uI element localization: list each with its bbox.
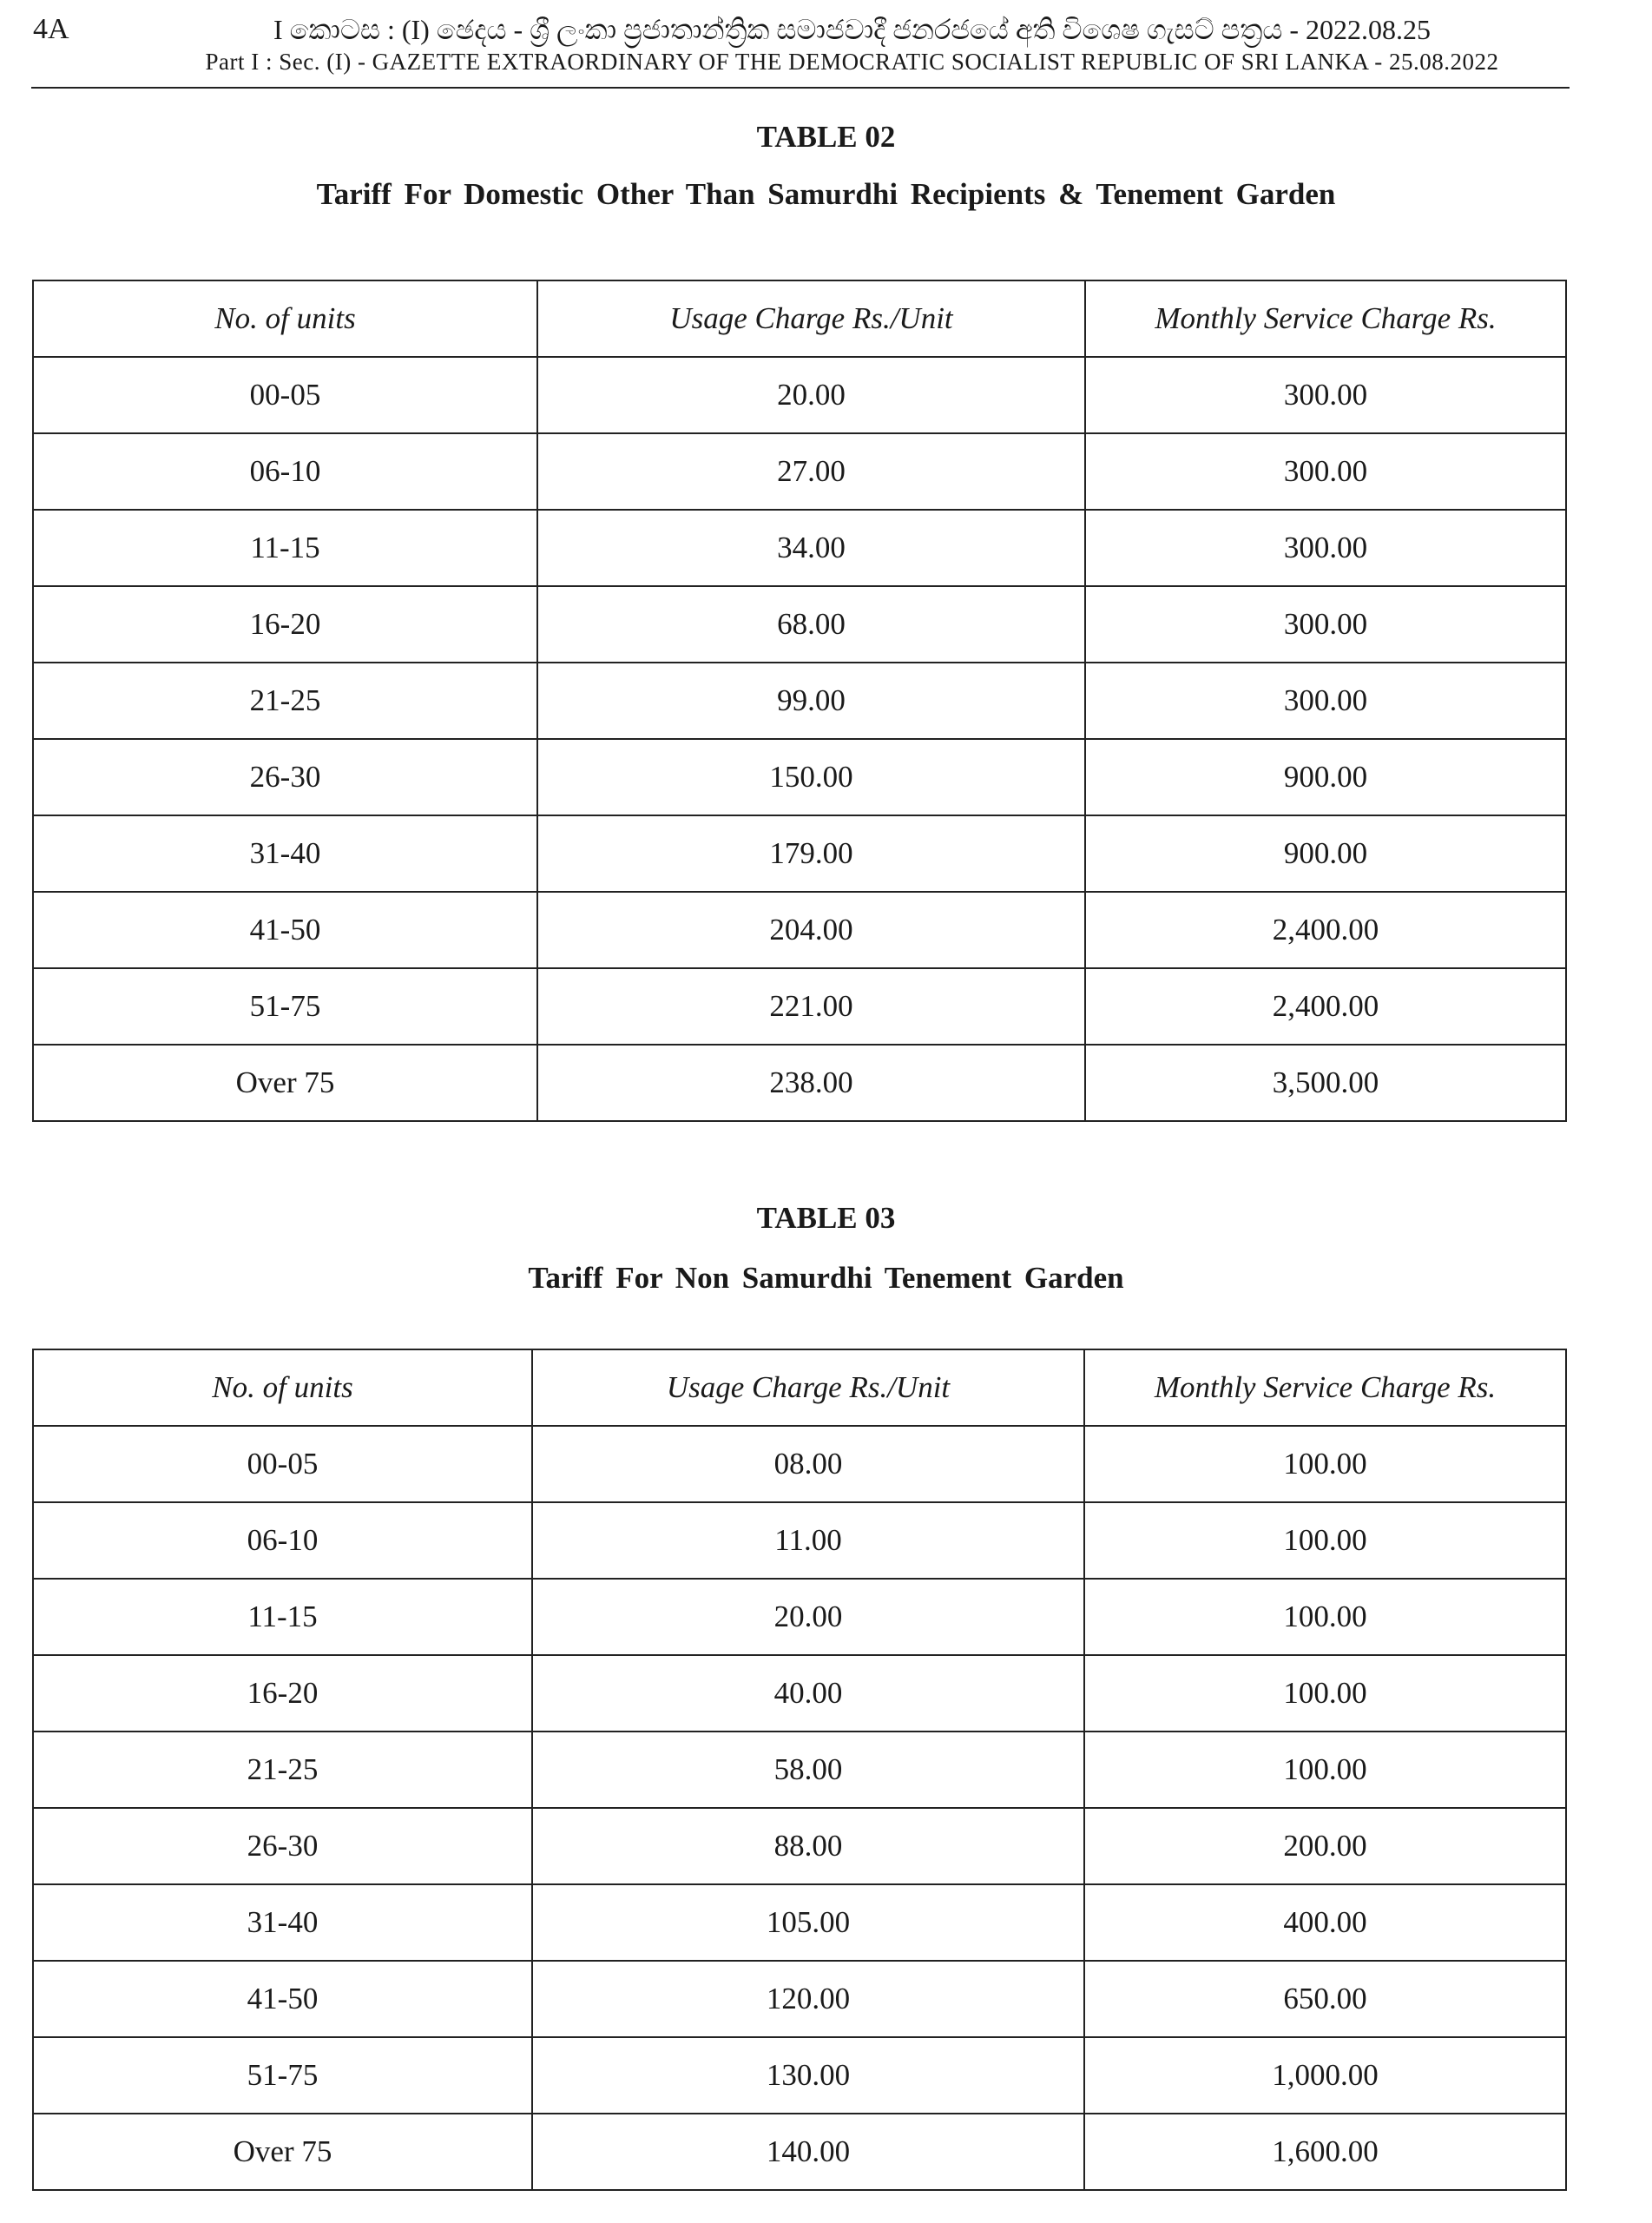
cell-usage-charge: 130.00	[532, 2037, 1084, 2114]
table-row	[33, 1732, 1566, 1808]
table-03-subheading: Tariff For Non Samurdhi Tenement Garden	[528, 1261, 1124, 1295]
table-02-subheading: Tariff For Domestic Other Than Samurdhi Recipients & Tenement Garden	[316, 177, 1336, 211]
column-header-usage-charge: Usage Charge Rs./Unit	[532, 1349, 1084, 1426]
cell-units: 26-30	[33, 739, 537, 815]
table-row	[33, 1045, 1566, 1121]
column-header-service-charge: Monthly Service Charge Rs.	[1084, 1349, 1566, 1426]
table-row	[33, 510, 1566, 586]
cell-units: 06-10	[33, 1502, 532, 1579]
cell-units: 31-40	[33, 1884, 532, 1961]
table-03-heading: TABLE 03	[756, 1201, 896, 1235]
cell-usage-charge: 68.00	[537, 586, 1085, 663]
table-row	[33, 586, 1566, 663]
table-02	[32, 280, 1567, 1122]
cell-usage-charge: 150.00	[537, 739, 1085, 815]
table-row	[33, 1655, 1566, 1732]
cell-service-charge: 300.00	[1085, 663, 1566, 739]
table-02-heading: TABLE 02	[756, 120, 896, 154]
cell-units: 41-50	[33, 1961, 532, 2037]
cell-units: 11-15	[33, 1579, 532, 1655]
cell-usage-charge: 105.00	[532, 1884, 1084, 1961]
table-row	[33, 1502, 1566, 1579]
cell-service-charge: 300.00	[1085, 510, 1566, 586]
cell-usage-charge: 120.00	[532, 1961, 1084, 2037]
cell-service-charge: 400.00	[1084, 1884, 1566, 1961]
column-header-units: No. of units	[33, 280, 537, 357]
table-row	[33, 2114, 1566, 2190]
cell-usage-charge: 221.00	[537, 968, 1085, 1045]
cell-service-charge: 2,400.00	[1085, 968, 1566, 1045]
table-row	[33, 357, 1566, 433]
cell-units: 00-05	[33, 357, 537, 433]
cell-usage-charge: 34.00	[537, 510, 1085, 586]
cell-usage-charge: 58.00	[532, 1732, 1084, 1808]
table-row	[33, 739, 1566, 815]
cell-service-charge: 200.00	[1084, 1808, 1566, 1884]
cell-units: 11-15	[33, 510, 537, 586]
cell-service-charge: 1,000.00	[1084, 2037, 1566, 2114]
cell-service-charge: 650.00	[1084, 1961, 1566, 2037]
page-number: 4A	[33, 13, 69, 45]
gazette-header-english: Part I : Sec. (I) - GAZETTE EXTRAORDINARY OF THE DEMOCRATIC SOCIALIST REPUBLIC OF SRI LANKA - 25.08.2022	[205, 49, 1499, 75]
cell-service-charge: 900.00	[1085, 815, 1566, 892]
table-row	[33, 968, 1566, 1045]
cell-service-charge: 100.00	[1084, 1732, 1566, 1808]
table-row	[33, 815, 1566, 892]
cell-units: 51-75	[33, 2037, 532, 2114]
cell-service-charge: 100.00	[1084, 1579, 1566, 1655]
cell-service-charge: 300.00	[1085, 433, 1566, 510]
header-divider	[31, 87, 1570, 89]
cell-usage-charge: 179.00	[537, 815, 1085, 892]
cell-usage-charge: 88.00	[532, 1808, 1084, 1884]
cell-units: 16-20	[33, 586, 537, 663]
cell-service-charge: 2,400.00	[1085, 892, 1566, 968]
cell-usage-charge: 40.00	[532, 1655, 1084, 1732]
table-header-row	[33, 1349, 1566, 1426]
table-row	[33, 2037, 1566, 2114]
table-03	[32, 1349, 1567, 2191]
table-row	[33, 1426, 1566, 1502]
cell-usage-charge: 08.00	[532, 1426, 1084, 1502]
table-row	[33, 1808, 1566, 1884]
table-row	[33, 1961, 1566, 2037]
cell-service-charge: 1,600.00	[1084, 2114, 1566, 2190]
cell-usage-charge: 27.00	[537, 433, 1085, 510]
column-header-service-charge: Monthly Service Charge Rs.	[1085, 280, 1566, 357]
cell-service-charge: 3,500.00	[1085, 1045, 1566, 1121]
cell-units: 51-75	[33, 968, 537, 1045]
cell-units: 16-20	[33, 1655, 532, 1732]
cell-units: 21-25	[33, 663, 537, 739]
cell-units: 31-40	[33, 815, 537, 892]
cell-usage-charge: 238.00	[537, 1045, 1085, 1121]
cell-units: 21-25	[33, 1732, 532, 1808]
cell-units: Over 75	[33, 2114, 532, 2190]
cell-service-charge: 300.00	[1085, 586, 1566, 663]
cell-service-charge: 100.00	[1084, 1426, 1566, 1502]
table-row	[33, 1579, 1566, 1655]
cell-units: Over 75	[33, 1045, 537, 1121]
table-header-row	[33, 280, 1566, 357]
cell-units: 26-30	[33, 1808, 532, 1884]
cell-service-charge: 300.00	[1085, 357, 1566, 433]
cell-usage-charge: 140.00	[532, 2114, 1084, 2190]
table-row	[33, 892, 1566, 968]
cell-units: 00-05	[33, 1426, 532, 1502]
cell-usage-charge: 204.00	[537, 892, 1085, 968]
cell-service-charge: 100.00	[1084, 1502, 1566, 1579]
cell-units: 41-50	[33, 892, 537, 968]
table-row	[33, 663, 1566, 739]
cell-usage-charge: 99.00	[537, 663, 1085, 739]
cell-usage-charge: 11.00	[532, 1502, 1084, 1579]
cell-service-charge: 900.00	[1085, 739, 1566, 815]
table-row	[33, 433, 1566, 510]
cell-usage-charge: 20.00	[537, 357, 1085, 433]
cell-units: 06-10	[33, 433, 537, 510]
cell-usage-charge: 20.00	[532, 1579, 1084, 1655]
cell-service-charge: 100.00	[1084, 1655, 1566, 1732]
column-header-usage-charge: Usage Charge Rs./Unit	[537, 280, 1085, 357]
gazette-header-sinhala: I කොටස : (I) ඡෙදය - ශ්‍රී ලංකා ප්‍රජාතාන්ත්‍රික සමාජවාදී ජනරජයේ අති විශෙෂ ගැසට් පත්‍රය - 2022.08.25	[273, 14, 1431, 45]
table-row	[33, 1884, 1566, 1961]
column-header-units: No. of units	[33, 1349, 532, 1426]
